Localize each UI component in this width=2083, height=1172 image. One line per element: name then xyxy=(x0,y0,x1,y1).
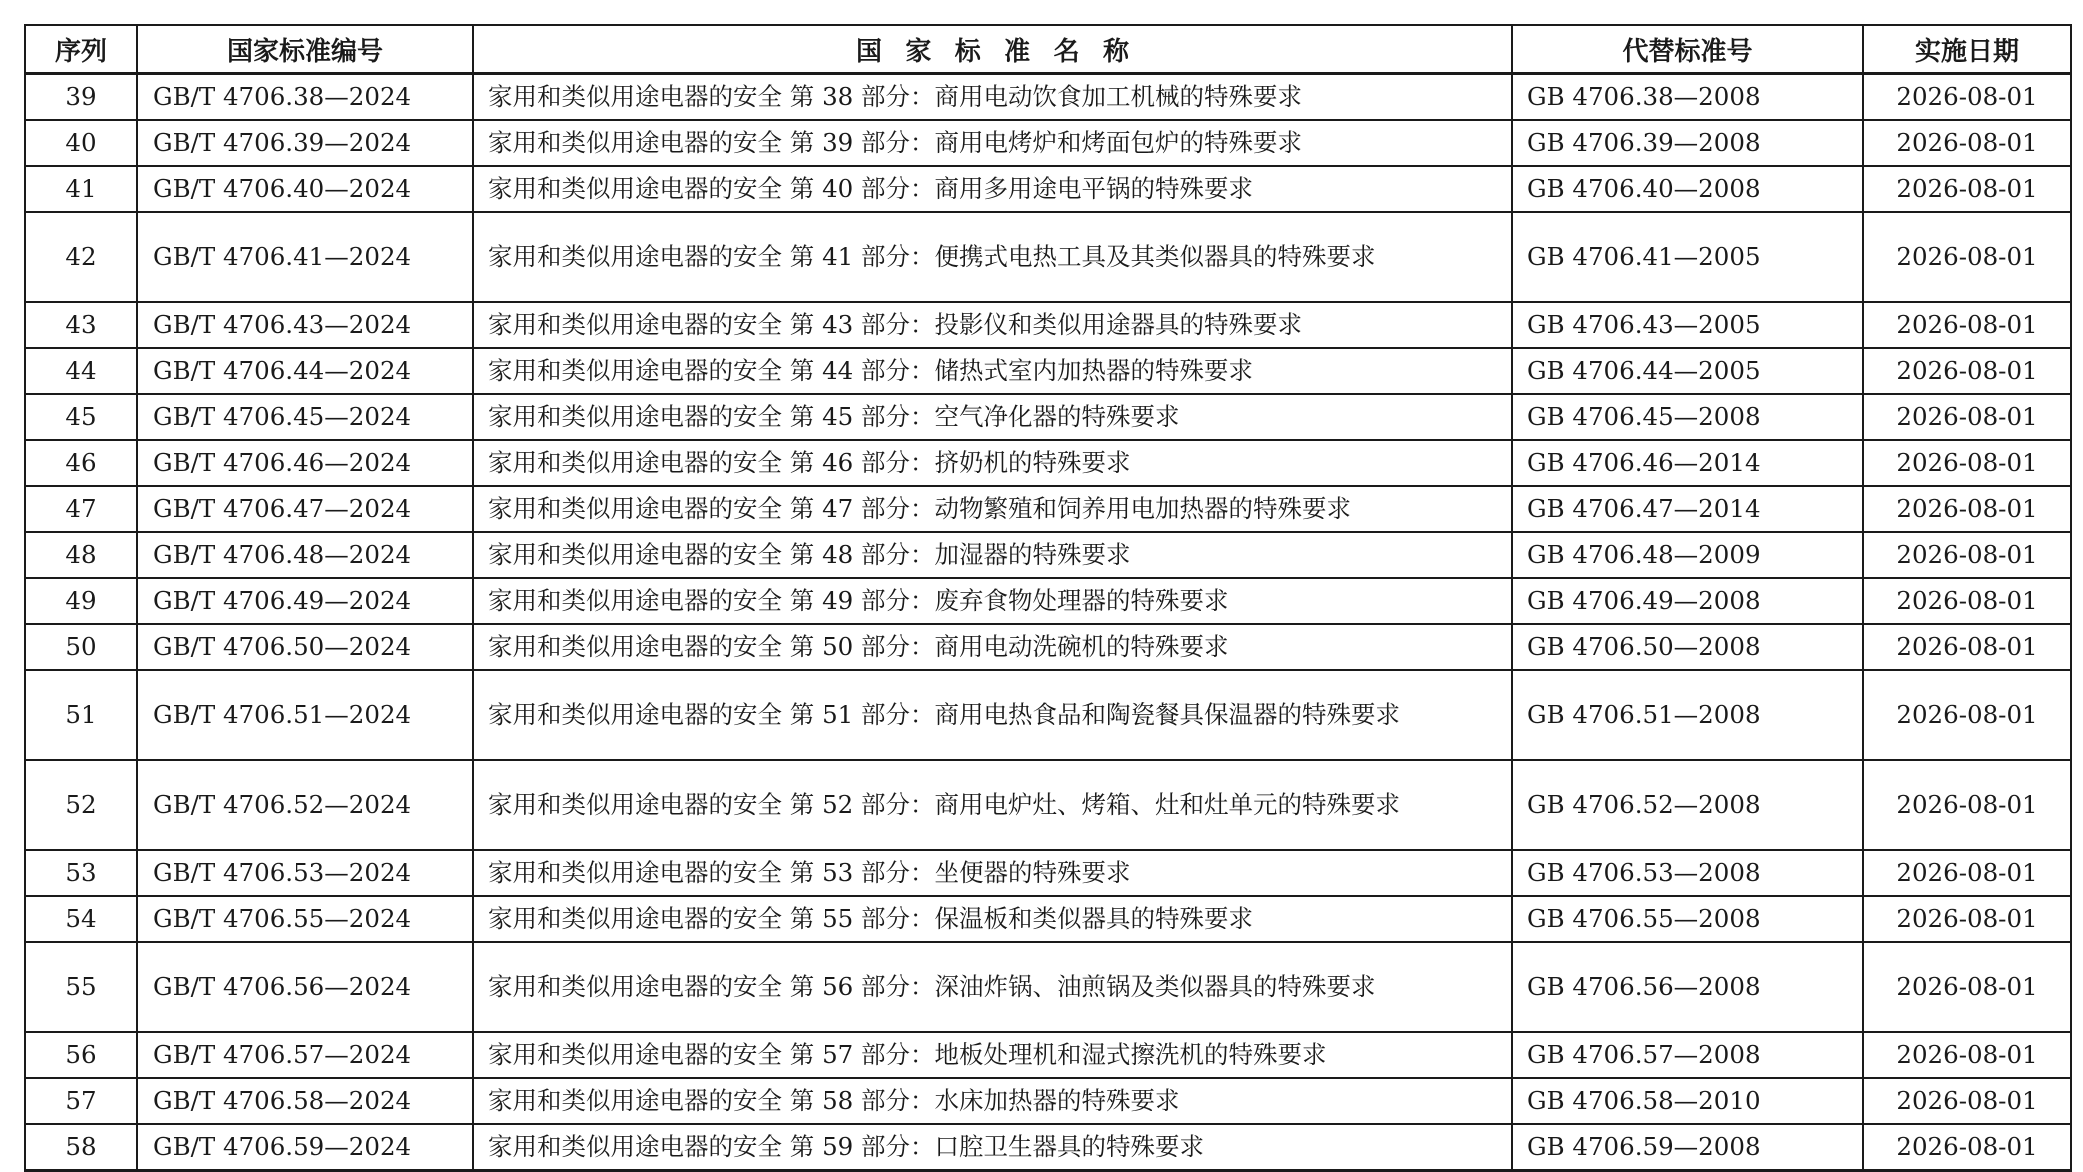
cell-standard-code: GB/T 4706.38—2024 xyxy=(137,74,473,121)
cell-seq: 58 xyxy=(25,1124,137,1171)
cell-seq: 40 xyxy=(25,120,137,166)
cell-standard-name: 家用和类似用途电器的安全 第 55 部分：保温板和类似器具的特殊要求 xyxy=(473,896,1512,942)
cell-standard-code: GB/T 4706.41—2024 xyxy=(137,212,473,302)
cell-standard-name: 家用和类似用途电器的安全 第 56 部分：深油炸锅、油煎锅及类似器具的特殊要求 xyxy=(473,942,1512,1032)
cell-replaced-standard: GB 4706.56—2008 xyxy=(1512,942,1863,1032)
table-row xyxy=(25,166,2071,212)
cell-standard-code: GB/T 4706.51—2024 xyxy=(137,670,473,760)
cell-replaced-standard: GB 4706.44—2005 xyxy=(1512,348,1863,394)
table-row xyxy=(25,896,2071,942)
cell-seq: 43 xyxy=(25,302,137,348)
cell-replaced-standard: GB 4706.52—2008 xyxy=(1512,760,1863,850)
table-body xyxy=(25,74,2071,1171)
cell-seq: 42 xyxy=(25,212,137,302)
cell-implementation-date: 2026-08-01 xyxy=(1863,850,2071,896)
cell-implementation-date: 2026-08-01 xyxy=(1863,394,2071,440)
table-row xyxy=(25,942,2071,1032)
cell-replaced-standard: GB 4706.51—2008 xyxy=(1512,670,1863,760)
standards-table xyxy=(24,24,2072,1172)
cell-standard-code: GB/T 4706.39—2024 xyxy=(137,120,473,166)
table-row xyxy=(25,74,2071,121)
header-replaced-standard: 代替标准号 xyxy=(1512,25,1863,74)
cell-standard-code: GB/T 4706.58—2024 xyxy=(137,1078,473,1124)
cell-replaced-standard: GB 4706.43—2005 xyxy=(1512,302,1863,348)
cell-standard-name: 家用和类似用途电器的安全 第 48 部分：加湿器的特殊要求 xyxy=(473,532,1512,578)
cell-implementation-date: 2026-08-01 xyxy=(1863,896,2071,942)
cell-seq: 47 xyxy=(25,486,137,532)
cell-standard-name: 家用和类似用途电器的安全 第 50 部分：商用电动洗碗机的特殊要求 xyxy=(473,624,1512,670)
cell-replaced-standard: GB 4706.46—2014 xyxy=(1512,440,1863,486)
cell-seq: 54 xyxy=(25,896,137,942)
cell-seq: 39 xyxy=(25,74,137,121)
cell-seq: 57 xyxy=(25,1078,137,1124)
cell-standard-code: GB/T 4706.45—2024 xyxy=(137,394,473,440)
cell-standard-name: 家用和类似用途电器的安全 第 51 部分：商用电热食品和陶瓷餐具保温器的特殊要求 xyxy=(473,670,1512,760)
cell-replaced-standard: GB 4706.40—2008 xyxy=(1512,166,1863,212)
cell-standard-code: GB/T 4706.43—2024 xyxy=(137,302,473,348)
cell-seq: 50 xyxy=(25,624,137,670)
cell-standard-code: GB/T 4706.49—2024 xyxy=(137,578,473,624)
cell-replaced-standard: GB 4706.47—2014 xyxy=(1512,486,1863,532)
header-implementation-date: 实施日期 xyxy=(1863,25,2071,74)
cell-replaced-standard: GB 4706.41—2005 xyxy=(1512,212,1863,302)
cell-standard-code: GB/T 4706.59—2024 xyxy=(137,1124,473,1171)
cell-standard-name: 家用和类似用途电器的安全 第 45 部分：空气净化器的特殊要求 xyxy=(473,394,1512,440)
cell-standard-name: 家用和类似用途电器的安全 第 46 部分：挤奶机的特殊要求 xyxy=(473,440,1512,486)
header-standard-name: 国家标准名称 xyxy=(473,25,1512,74)
cell-seq: 56 xyxy=(25,1032,137,1078)
cell-standard-code: GB/T 4706.55—2024 xyxy=(137,896,473,942)
cell-replaced-standard: GB 4706.57—2008 xyxy=(1512,1032,1863,1078)
cell-implementation-date: 2026-08-01 xyxy=(1863,624,2071,670)
cell-implementation-date: 2026-08-01 xyxy=(1863,1124,2071,1171)
cell-standard-code: GB/T 4706.46—2024 xyxy=(137,440,473,486)
cell-standard-name: 家用和类似用途电器的安全 第 47 部分：动物繁殖和饲养用电加热器的特殊要求 xyxy=(473,486,1512,532)
cell-replaced-standard: GB 4706.38—2008 xyxy=(1512,74,1863,121)
table-row xyxy=(25,578,2071,624)
header-standard-code: 国家标准编号 xyxy=(137,25,473,74)
cell-standard-name: 家用和类似用途电器的安全 第 40 部分：商用多用途电平锅的特殊要求 xyxy=(473,166,1512,212)
cell-seq: 51 xyxy=(25,670,137,760)
cell-implementation-date: 2026-08-01 xyxy=(1863,440,2071,486)
table-row xyxy=(25,486,2071,532)
cell-replaced-standard: GB 4706.58—2010 xyxy=(1512,1078,1863,1124)
cell-seq: 49 xyxy=(25,578,137,624)
cell-seq: 46 xyxy=(25,440,137,486)
table-row xyxy=(25,1032,2071,1078)
cell-standard-name: 家用和类似用途电器的安全 第 43 部分：投影仪和类似用途器具的特殊要求 xyxy=(473,302,1512,348)
cell-implementation-date: 2026-08-01 xyxy=(1863,166,2071,212)
cell-standard-name: 家用和类似用途电器的安全 第 44 部分：储热式室内加热器的特殊要求 xyxy=(473,348,1512,394)
cell-seq: 52 xyxy=(25,760,137,850)
cell-replaced-standard: GB 4706.59—2008 xyxy=(1512,1124,1863,1171)
cell-replaced-standard: GB 4706.48—2009 xyxy=(1512,532,1863,578)
cell-standard-name: 家用和类似用途电器的安全 第 41 部分：便携式电热工具及其类似器具的特殊要求 xyxy=(473,212,1512,302)
table-row xyxy=(25,760,2071,850)
cell-seq: 53 xyxy=(25,850,137,896)
cell-replaced-standard: GB 4706.50—2008 xyxy=(1512,624,1863,670)
cell-replaced-standard: GB 4706.45—2008 xyxy=(1512,394,1863,440)
table-row xyxy=(25,532,2071,578)
cell-implementation-date: 2026-08-01 xyxy=(1863,74,2071,121)
table-row xyxy=(25,440,2071,486)
cell-seq: 45 xyxy=(25,394,137,440)
cell-replaced-standard: GB 4706.39—2008 xyxy=(1512,120,1863,166)
cell-standard-code: GB/T 4706.53—2024 xyxy=(137,850,473,896)
table-row xyxy=(25,1078,2071,1124)
cell-standard-name: 家用和类似用途电器的安全 第 53 部分：坐便器的特殊要求 xyxy=(473,850,1512,896)
cell-implementation-date: 2026-08-01 xyxy=(1863,1078,2071,1124)
table-row xyxy=(25,1124,2071,1171)
cell-standard-name: 家用和类似用途电器的安全 第 52 部分：商用电炉灶、烤箱、灶和灶单元的特殊要求 xyxy=(473,760,1512,850)
cell-implementation-date: 2026-08-01 xyxy=(1863,670,2071,760)
cell-seq: 44 xyxy=(25,348,137,394)
cell-standard-name: 家用和类似用途电器的安全 第 39 部分：商用电烤炉和烤面包炉的特殊要求 xyxy=(473,120,1512,166)
cell-standard-code: GB/T 4706.56—2024 xyxy=(137,942,473,1032)
table-header xyxy=(25,25,2071,74)
cell-replaced-standard: GB 4706.55—2008 xyxy=(1512,896,1863,942)
cell-implementation-date: 2026-08-01 xyxy=(1863,212,2071,302)
table-row xyxy=(25,302,2071,348)
cell-standard-code: GB/T 4706.52—2024 xyxy=(137,760,473,850)
cell-standard-name: 家用和类似用途电器的安全 第 59 部分：口腔卫生器具的特殊要求 xyxy=(473,1124,1512,1171)
header-row xyxy=(25,25,2071,74)
header-seq: 序列 xyxy=(25,25,137,74)
cell-implementation-date: 2026-08-01 xyxy=(1863,942,2071,1032)
cell-standard-code: GB/T 4706.50—2024 xyxy=(137,624,473,670)
cell-implementation-date: 2026-08-01 xyxy=(1863,532,2071,578)
cell-implementation-date: 2026-08-01 xyxy=(1863,348,2071,394)
table-row xyxy=(25,670,2071,760)
cell-implementation-date: 2026-08-01 xyxy=(1863,1032,2071,1078)
cell-implementation-date: 2026-08-01 xyxy=(1863,760,2071,850)
cell-implementation-date: 2026-08-01 xyxy=(1863,486,2071,532)
cell-standard-name: 家用和类似用途电器的安全 第 57 部分：地板处理机和湿式擦洗机的特殊要求 xyxy=(473,1032,1512,1078)
table-row xyxy=(25,394,2071,440)
cell-standard-name: 家用和类似用途电器的安全 第 38 部分：商用电动饮食加工机械的特殊要求 xyxy=(473,74,1512,121)
table-row xyxy=(25,120,2071,166)
cell-standard-code: GB/T 4706.44—2024 xyxy=(137,348,473,394)
cell-replaced-standard: GB 4706.53—2008 xyxy=(1512,850,1863,896)
cell-implementation-date: 2026-08-01 xyxy=(1863,578,2071,624)
cell-implementation-date: 2026-08-01 xyxy=(1863,302,2071,348)
table-row xyxy=(25,624,2071,670)
cell-implementation-date: 2026-08-01 xyxy=(1863,120,2071,166)
cell-replaced-standard: GB 4706.49—2008 xyxy=(1512,578,1863,624)
table-row xyxy=(25,850,2071,896)
table-row xyxy=(25,348,2071,394)
cell-standard-code: GB/T 4706.47—2024 xyxy=(137,486,473,532)
cell-standard-name: 家用和类似用途电器的安全 第 58 部分：水床加热器的特殊要求 xyxy=(473,1078,1512,1124)
cell-standard-code: GB/T 4706.48—2024 xyxy=(137,532,473,578)
cell-standard-code: GB/T 4706.40—2024 xyxy=(137,166,473,212)
cell-seq: 41 xyxy=(25,166,137,212)
cell-standard-name: 家用和类似用途电器的安全 第 49 部分：废弃食物处理器的特殊要求 xyxy=(473,578,1512,624)
cell-standard-code: GB/T 4706.57—2024 xyxy=(137,1032,473,1078)
cell-seq: 55 xyxy=(25,942,137,1032)
cell-seq: 48 xyxy=(25,532,137,578)
table-row xyxy=(25,212,2071,302)
